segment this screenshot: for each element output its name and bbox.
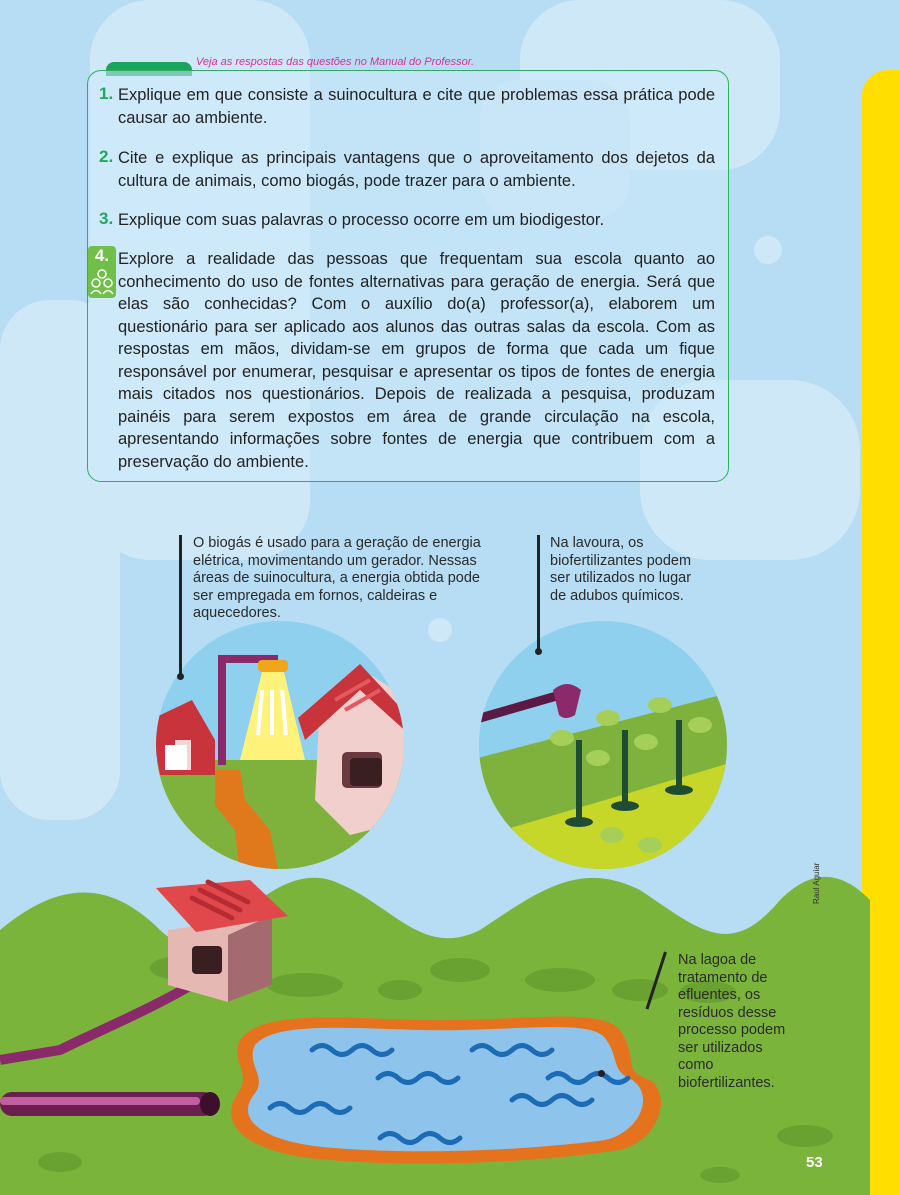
illustration-credit: Raul Aguiar [812,862,821,904]
question-2-text: Cite e explique as principais vantagens que o aproveitamento dos dejetos da cultura de animais, como biogás, pode trazer para o ambiente. [118,149,715,190]
caption-pin-dot [177,673,184,680]
caption-biogas: O biogás é usado para a geração de energia elétrica, movimentando um gerador. Nessas áreas de suinocultura, a energia obtida pode ser empregada em fornos, caldeiras e aquecedores. [193,535,481,621]
question-1-number: 1. [99,84,114,103]
caption-pin [537,535,540,650]
question-4-text: Explore a realidade das pessoas que frequentam sua escola quanto ao conhecimento do uso de fontes alternativas para geração de energia. Será que elas são conhecidas? Com o auxílio do(a) professor(a), elaborem um questionário para ser aplicado aos alunos das outras salas da escola. Com as respostas em mãos, dividam-se em grupos de forma que cada um fique responsável por enumerar, pesquisar e apresentar os tipos de fontes de energia mais citados nos questionários. Depois de realizada a pesquisa, produzam painéis para serem expostos em área de grande circulação na escola, apresentando informações sobre fontes de energia que contribuem com a preservação do ambiente. [118,250,715,471]
question-3-number: 3. [99,209,114,228]
question-3-text: Explique com suas palavras o processo ocorre em um biodigestor. [118,211,605,229]
question-1-text: Explique em que consiste a suinocultura e cite que problemas essa prática pode causar ao ambiente. [118,86,715,127]
question-2-number: 2. [99,147,114,166]
caption-pin [179,535,182,675]
page-number: 53 [806,1154,823,1171]
caption-pin-dot [598,1070,605,1077]
caption-lavoura: Na lavoura, os biofertilizantes podem ser utilizados no lugar de adubos químicos. [550,535,692,604]
caption-lagoa: Na lagoa de tratamento de efluentes, os resíduos desse processo podem ser utilizados como biofertilizantes. [678,952,786,1091]
caption-pin-dot [535,648,542,655]
question-4-number: 4. [94,246,110,265]
manual-note: Veja as respostas das questões no Manual do Professor. [196,56,475,68]
